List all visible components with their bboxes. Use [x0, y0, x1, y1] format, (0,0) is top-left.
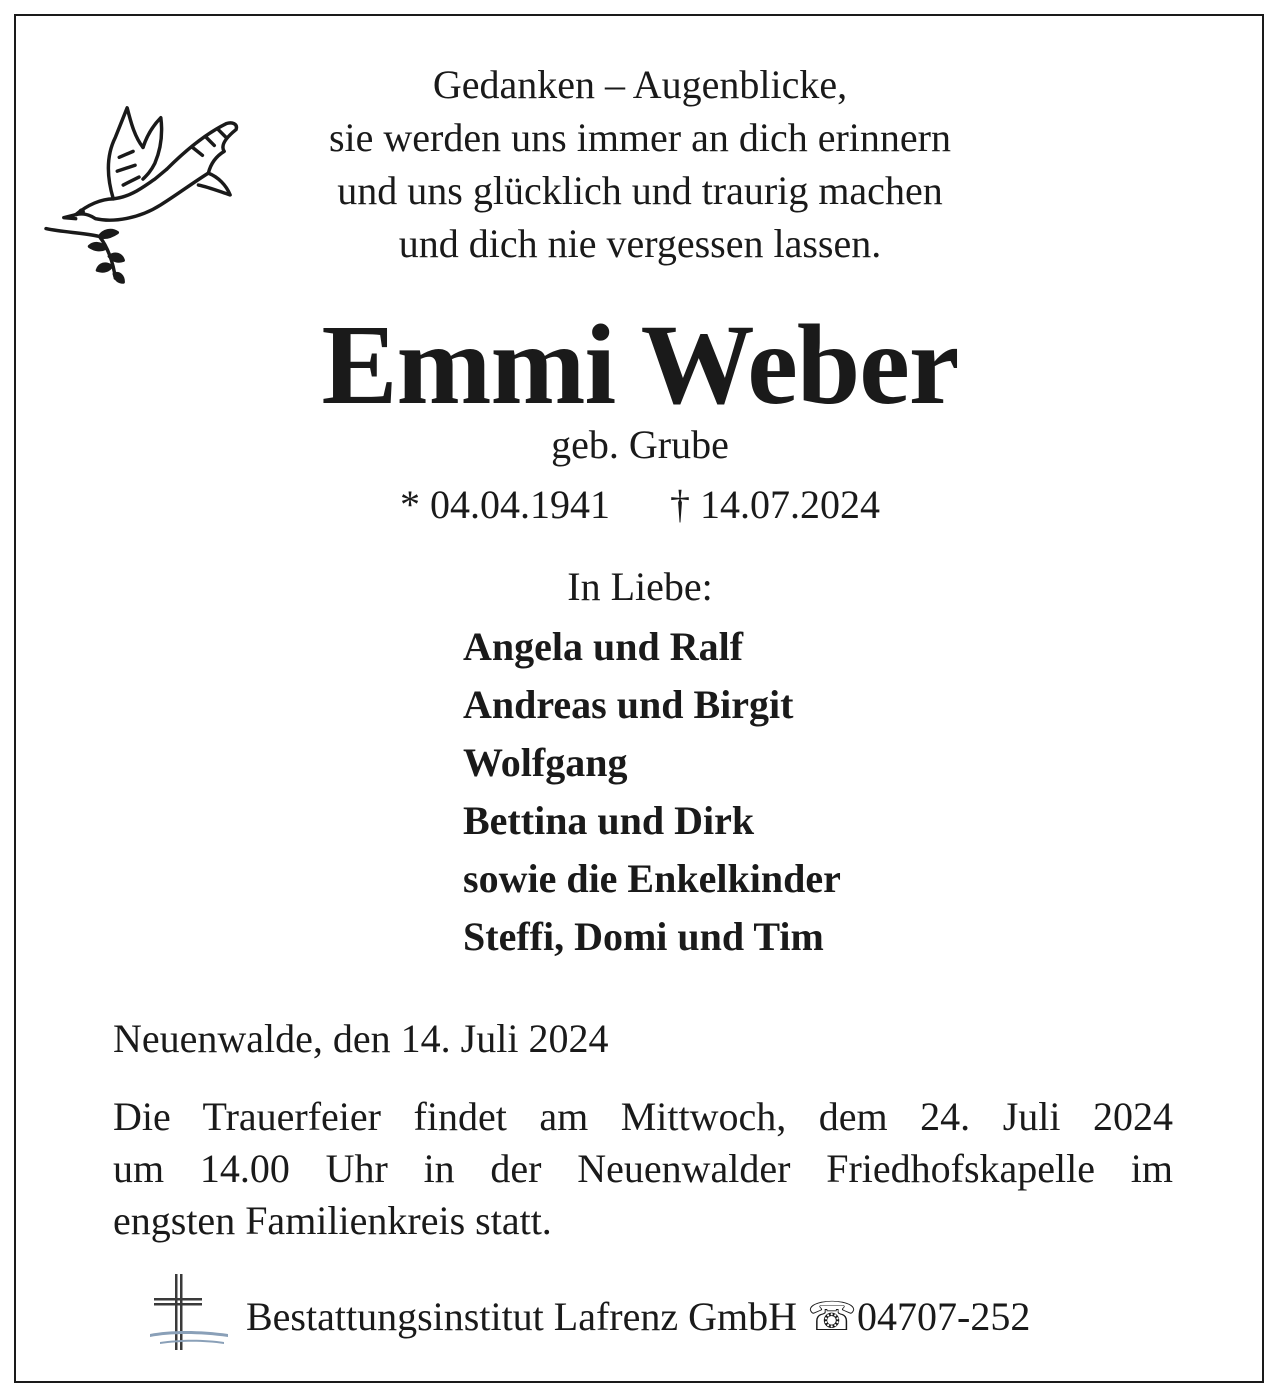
- death-date: † 14.07.2024: [670, 482, 880, 527]
- poem-line: Gedanken – Augenblicke,: [432, 62, 848, 107]
- mourner-name: Andreas und Birgit: [463, 682, 794, 727]
- mourners-list: [463, 618, 841, 966]
- phone-icon: ☏: [807, 1294, 858, 1339]
- funeral-line: um 14.00 Uhr in der Neuenwalder Friedhofskapelle im: [113, 1146, 1173, 1191]
- funeral-line: engsten Familienkreis statt.: [113, 1198, 552, 1243]
- dove-icon: [44, 88, 242, 286]
- poem: [240, 58, 1040, 270]
- mourner-name: sowie die Enkelkinder: [463, 856, 841, 901]
- funeral-home: [246, 1292, 1030, 1342]
- mourner-name: Wolfgang: [463, 740, 628, 785]
- birth-name: geb. Grube: [551, 422, 729, 467]
- mourner-name: Bettina und Dirk: [463, 798, 755, 843]
- life-dates: [0, 480, 1280, 530]
- poem-line: sie werden uns immer an dich erinnern: [328, 115, 951, 160]
- mourner-name: Angela und Ralf: [463, 624, 744, 669]
- mourners-intro: In Liebe:: [567, 564, 713, 609]
- funeral-line: Die Trauerfeier findet am Mittwoch, dem 24. Juli 2024: [113, 1094, 1173, 1139]
- phone-number: 04707-252: [857, 1294, 1031, 1339]
- company-name: Bestattungsinstitut Lafrenz GmbH: [246, 1294, 798, 1339]
- birth-date: * 04.04.1941: [400, 482, 610, 527]
- deceased-name: Emmi Weber: [321, 301, 959, 428]
- poem-line: und uns glücklich und traurig machen: [337, 168, 943, 213]
- place-date: Neuenwalde, den 14. Juli 2024: [113, 1016, 609, 1061]
- mourner-name: Steffi, Domi und Tim: [463, 914, 824, 959]
- poem-line: und dich nie vergessen lassen.: [398, 221, 882, 266]
- cross-icon: [150, 1272, 228, 1352]
- funeral-info: [113, 1091, 1173, 1247]
